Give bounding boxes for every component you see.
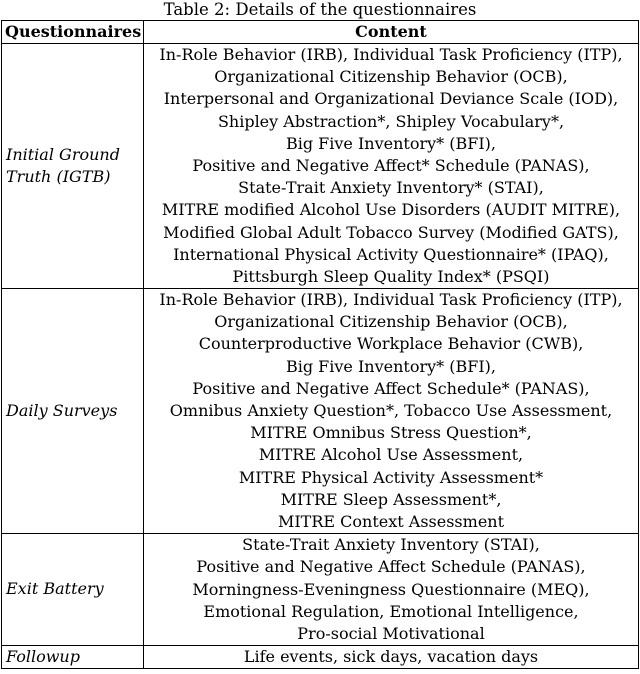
content-line: In-Role Behavior (IRB), Individual Task Proficiency (ITP), bbox=[159, 290, 623, 310]
content-line: Big Five Inventory* (BFI), bbox=[285, 133, 497, 153]
header-questionnaires: Questionnaires bbox=[2, 21, 144, 44]
questionnaire-name: Daily Surveys bbox=[2, 289, 144, 534]
content-line: Big Five Inventory* (BFI), bbox=[285, 356, 497, 376]
content-line: Shipley Abstraction*, Shipley Vocabulary*, bbox=[217, 111, 565, 131]
content-line: Positive and Negative Affect Schedule* (PANAS), bbox=[192, 378, 590, 398]
content-line: Interpersonal and Organizational Deviance Scale (IOD), bbox=[163, 89, 619, 109]
questionnaire-content bbox=[144, 44, 639, 289]
table-caption: Table 2: Details of the questionnaires bbox=[163, 0, 477, 19]
content-line: State-Trait Anxiety Inventory (STAI), bbox=[242, 535, 540, 555]
content-line: Morningness-Eveningness Questionnaire (MEQ), bbox=[192, 579, 590, 599]
questionnaire-name: Initial Ground Truth (IGTB) bbox=[2, 44, 144, 289]
questionnaire-content bbox=[144, 534, 639, 646]
content-line: Organizational Citizenship Behavior (OCB), bbox=[214, 67, 568, 87]
content-line: International Physical Activity Questionnaire* (IPAQ), bbox=[173, 244, 609, 264]
table-body bbox=[2, 44, 639, 669]
content-line: Pittsburgh Sleep Quality Index* (PSQI) bbox=[232, 266, 550, 286]
content-line: MITRE Sleep Assessment*, bbox=[280, 489, 502, 509]
content-line: MITRE Physical Activity Assessment* bbox=[238, 467, 544, 487]
table-row bbox=[2, 646, 639, 669]
table-row bbox=[2, 289, 639, 534]
content-line: Counterproductive Workplace Behavior (CWB), bbox=[198, 334, 584, 354]
content-line: Pro-social Motivational bbox=[297, 623, 485, 643]
content-line: MITRE modified Alcohol Use Disorders (AUDIT MITRE), bbox=[161, 200, 621, 220]
content-line: MITRE Omnibus Stress Question*, bbox=[250, 423, 532, 443]
content-line: Omnibus Anxiety Question*, Tobacco Use Assessment, bbox=[169, 401, 613, 420]
content-line: Emotional Regulation, Emotional Intelligence, bbox=[203, 601, 579, 621]
questionnaires-table bbox=[1, 20, 639, 669]
questionnaire-content bbox=[144, 289, 639, 534]
content-line: Positive and Negative Affect Schedule (PANAS), bbox=[196, 557, 586, 577]
content-line: Modified Global Adult Tobacco Survey (Modified GATS), bbox=[163, 222, 619, 242]
content-line: Organizational Citizenship Behavior (OCB), bbox=[214, 312, 568, 332]
content-line: Positive and Negative Affect* Schedule (PANAS), bbox=[192, 155, 590, 175]
table-row bbox=[2, 44, 639, 289]
content-line: State-Trait Anxiety Inventory* (STAI), bbox=[238, 178, 544, 198]
questionnaire-name: Exit Battery bbox=[2, 534, 144, 646]
content-line: In-Role Behavior (IRB), Individual Task Proficiency (ITP), bbox=[159, 45, 623, 64]
questionnaire-content bbox=[144, 646, 639, 669]
table-row bbox=[2, 534, 639, 646]
content-line: Life events, sick days, vacation days bbox=[243, 647, 539, 667]
content-line: MITRE Alcohol Use Assessment, bbox=[258, 445, 524, 465]
questionnaire-name: Followup bbox=[2, 646, 144, 669]
header-row bbox=[2, 21, 639, 44]
header-content: Content bbox=[144, 21, 639, 44]
content-line: MITRE Context Assessment bbox=[277, 511, 505, 531]
